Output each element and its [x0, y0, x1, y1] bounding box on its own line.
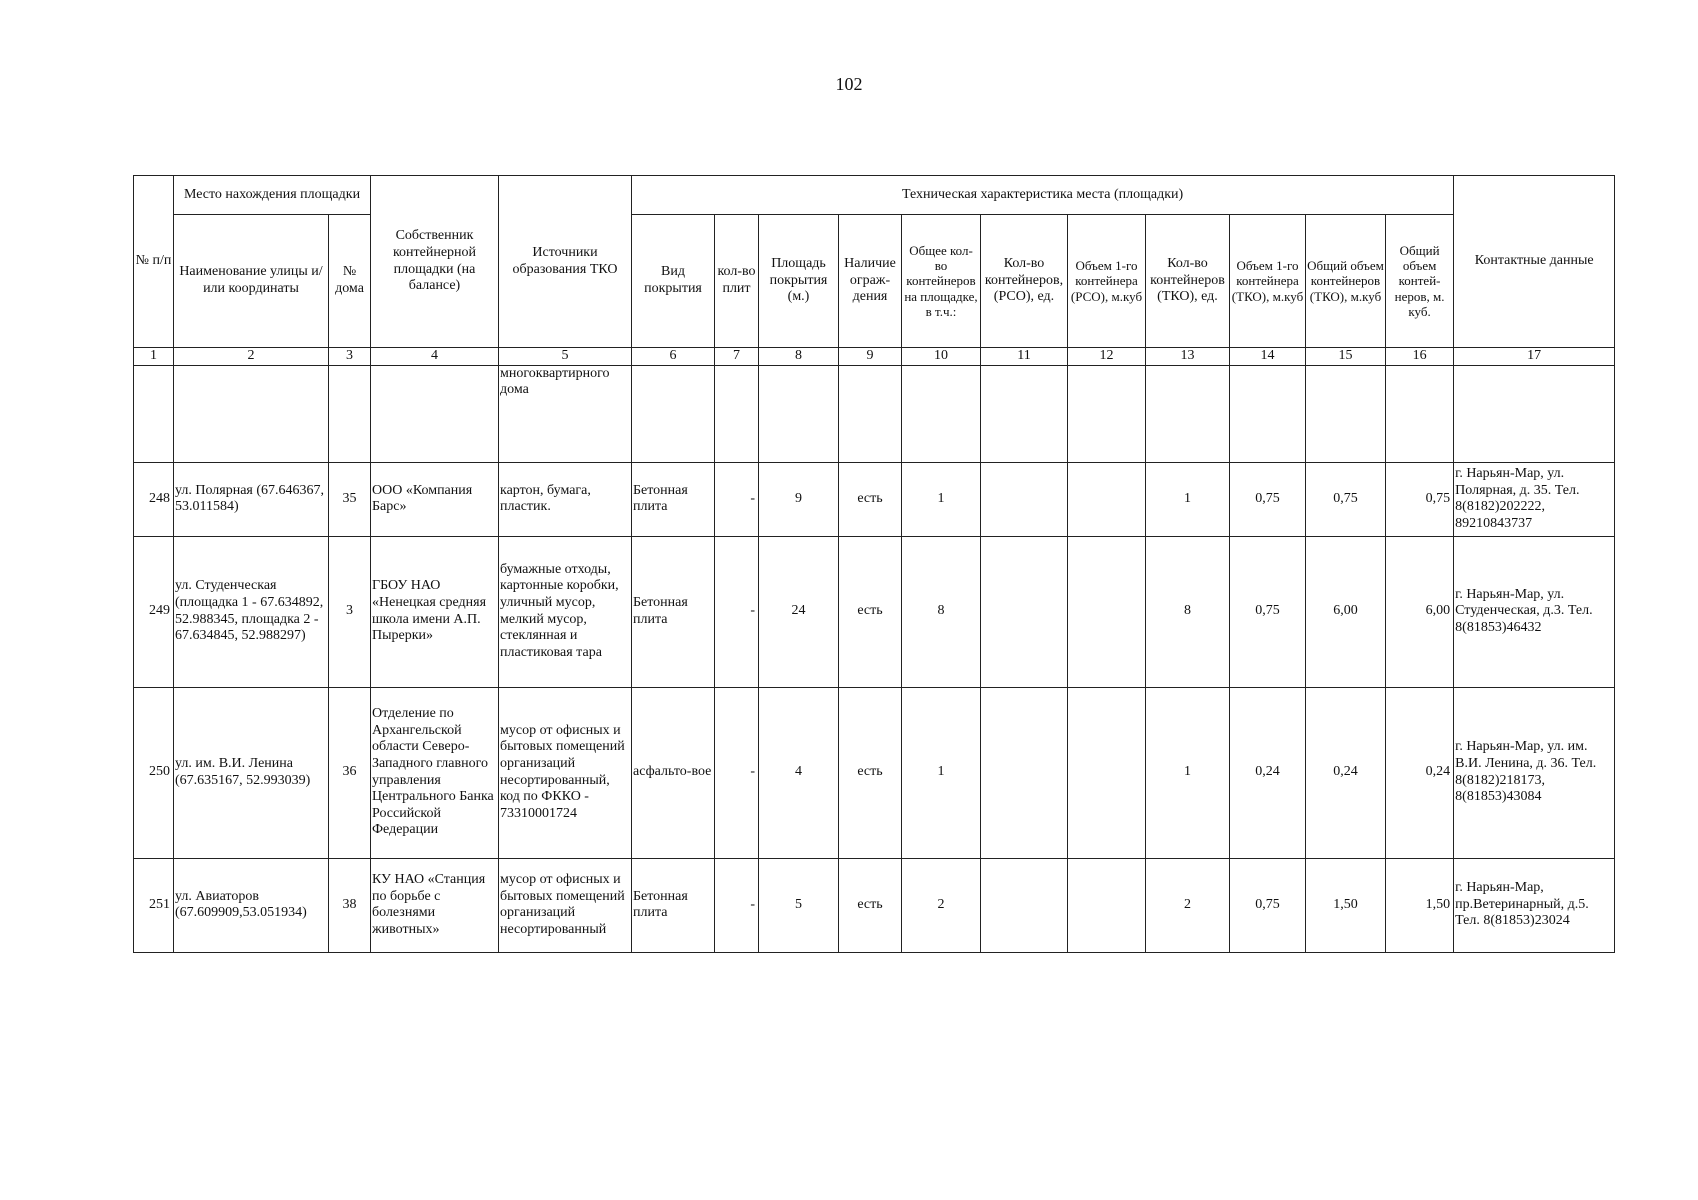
rso-count-cell	[981, 687, 1068, 858]
rso-volume-cell	[1068, 687, 1146, 858]
column-number: 16	[1386, 348, 1454, 366]
column-number: 7	[715, 348, 759, 366]
column-number: 14	[1230, 348, 1306, 366]
column-number: 9	[839, 348, 902, 366]
header-sources: Источники образования ТКО	[499, 176, 632, 348]
area-cell: 24	[759, 536, 839, 687]
tko-count-cell: 1	[1146, 462, 1230, 536]
sources-cell: мусор от офисных и бытовых помещений организаций несортированный, код по ФККО - 73310001724	[499, 687, 632, 858]
contacts-cell: г. Нарьян-Мар, ул. им. В.И. Ленина, д. 36. Тел. 8(8182)218173, 8(81853)43084	[1454, 687, 1615, 858]
tko-volume-cell: 0,75	[1230, 462, 1306, 536]
house-cell: 36	[329, 687, 371, 858]
tko-total-volume-cell: 6,00	[1306, 536, 1386, 687]
total-containers-cell: 1	[902, 462, 981, 536]
owner-cell: ГБОУ НАО «Ненецкая средняя школа имени А.П. Пырерки»	[371, 536, 499, 687]
surface-cell: Бетонная плита	[632, 462, 715, 536]
header-tech-group: Техническая характеристика места (площадки)	[632, 176, 1454, 215]
surface-cell: Бетонная плита	[632, 536, 715, 687]
column-number: 12	[1068, 348, 1146, 366]
header-total-containers: Общее кол-во контейнеров на площадке, в т.ч.:	[902, 215, 981, 348]
total-containers-cell: 2	[902, 858, 981, 952]
total-volume-cell: 0,75	[1386, 462, 1454, 536]
street-cell: ул. им. В.И. Ленина (67.635167, 52.993039)	[174, 687, 329, 858]
rso-volume-cell	[1068, 858, 1146, 952]
total-containers-cell: 8	[902, 536, 981, 687]
tko-total-volume-cell: 1,50	[1306, 858, 1386, 952]
column-number: 13	[1146, 348, 1230, 366]
header-location-group: Место нахождения площадки	[174, 176, 371, 215]
street-cell: ул. Авиаторов (67.609909,53.051934)	[174, 858, 329, 952]
row-number: 250	[134, 687, 174, 858]
tko-count-cell: 1	[1146, 687, 1230, 858]
tko-volume-cell: 0,24	[1230, 687, 1306, 858]
total-volume-cell: 6,00	[1386, 536, 1454, 687]
owner-cell: ООО «Компания Барс»	[371, 462, 499, 536]
house-cell: 35	[329, 462, 371, 536]
rso-volume-cell	[1068, 536, 1146, 687]
total-volume-cell: 1,50	[1386, 858, 1454, 952]
rso-count-cell	[981, 858, 1068, 952]
owner-cell: КУ НАО «Станция по борьбе с болезнями животных»	[371, 858, 499, 952]
waste-sites-table	[133, 175, 1615, 953]
total-containers-cell: 1	[902, 687, 981, 858]
header-total-volume: Общий объем контей-неров, м. куб.	[1386, 215, 1454, 348]
street-cell: ул. Студенческая (площадка 1 - 67.634892, 52.988345, площадка 2 - 67.634845, 52.988297)	[174, 536, 329, 687]
header-tko-volume: Объем 1-го контейнера (ТКО), м.куб	[1230, 215, 1306, 348]
column-number: 17	[1454, 348, 1615, 366]
column-number: 10	[902, 348, 981, 366]
house-cell: 3	[329, 536, 371, 687]
slabs-cell: -	[715, 536, 759, 687]
slabs-cell: -	[715, 858, 759, 952]
area-cell: 9	[759, 462, 839, 536]
column-number: 2	[174, 348, 329, 366]
total-volume-cell: 0,24	[1386, 687, 1454, 858]
table-row-continuation	[134, 365, 1615, 462]
tko-count-cell: 2	[1146, 858, 1230, 952]
tko-total-volume-cell: 0,75	[1306, 462, 1386, 536]
slabs-cell: -	[715, 462, 759, 536]
surface-cell: Бетонная плита	[632, 858, 715, 952]
slabs-cell: -	[715, 687, 759, 858]
sources-cell: мусор от офисных и бытовых помещений организаций несортированный	[499, 858, 632, 952]
contacts-cell: г. Нарьян-Мар, пр.Ветеринарный, д.5. Тел. 8(81853)23024	[1454, 858, 1615, 952]
sources-cell: картон, бумага, пластик.	[499, 462, 632, 536]
column-number: 1	[134, 348, 174, 366]
rso-volume-cell	[1068, 462, 1146, 536]
fence-cell: есть	[839, 462, 902, 536]
row-number: 251	[134, 858, 174, 952]
column-number: 4	[371, 348, 499, 366]
tko-volume-cell: 0,75	[1230, 858, 1306, 952]
page-number: 102	[835, 74, 863, 94]
table-row	[134, 462, 1615, 536]
header-rso-count: Кол-во контейнеров, (РСО), ед.	[981, 215, 1068, 348]
owner-cell: Отделение по Архангельской области Северо-Западного главного управления Центрального Банка Российской Федерации	[371, 687, 499, 858]
tko-count-cell: 8	[1146, 536, 1230, 687]
sources-cell: бумажные отходы, картонные коробки, уличный мусор, мелкий мусор, стеклянная и пластиковая тара	[499, 536, 632, 687]
column-number: 5	[499, 348, 632, 366]
street-cell: ул. Полярная (67.646367, 53.011584)	[174, 462, 329, 536]
table-row	[134, 536, 1615, 687]
fence-cell: есть	[839, 687, 902, 858]
header-slabs: кол-во плит	[715, 215, 759, 348]
tko-volume-cell: 0,75	[1230, 536, 1306, 687]
table-row	[134, 858, 1615, 952]
table-row	[134, 687, 1615, 858]
fence-cell: есть	[839, 536, 902, 687]
row-number: 249	[134, 536, 174, 687]
header-surface: Вид покрытия	[632, 215, 715, 348]
header-fence: Наличие ограж-дения	[839, 215, 902, 348]
house-cell: 38	[329, 858, 371, 952]
header-street: Наименование улицы и/или координаты	[174, 215, 329, 348]
header-house: № дома	[329, 215, 371, 348]
fence-cell: есть	[839, 858, 902, 952]
header-area: Площадь покрытия (м.)	[759, 215, 839, 348]
header-owner: Собственник контейнерной площадки (на балансе)	[371, 176, 499, 348]
contacts-cell: г. Нарьян-Мар, ул. Студенческая, д.3. Тел. 8(81853)46432	[1454, 536, 1615, 687]
sources-cell: многоквартирного дома	[499, 365, 632, 462]
rso-count-cell	[981, 536, 1068, 687]
column-number: 11	[981, 348, 1068, 366]
area-cell: 5	[759, 858, 839, 952]
column-number: 15	[1306, 348, 1386, 366]
rso-count-cell	[981, 462, 1068, 536]
contacts-cell: г. Нарьян-Мар, ул. Полярная, д. 35. Тел. 8(8182)202222, 89210843737	[1454, 462, 1615, 536]
header-tko-total-volume: Общий объем контейнеров (ТКО), м.куб	[1306, 215, 1386, 348]
header-rso-volume: Объем 1-го контейнера (РСО), м.куб	[1068, 215, 1146, 348]
header-contacts: Контактные данные	[1454, 176, 1615, 348]
column-number: 6	[632, 348, 715, 366]
area-cell: 4	[759, 687, 839, 858]
surface-cell: асфальто-вое	[632, 687, 715, 858]
header-tko-count: Кол-во контейнеров (ТКО), ед.	[1146, 215, 1230, 348]
row-number: 248	[134, 462, 174, 536]
header-no: № п/п	[134, 176, 174, 348]
tko-total-volume-cell: 0,24	[1306, 687, 1386, 858]
column-number: 8	[759, 348, 839, 366]
column-number: 3	[329, 348, 371, 366]
